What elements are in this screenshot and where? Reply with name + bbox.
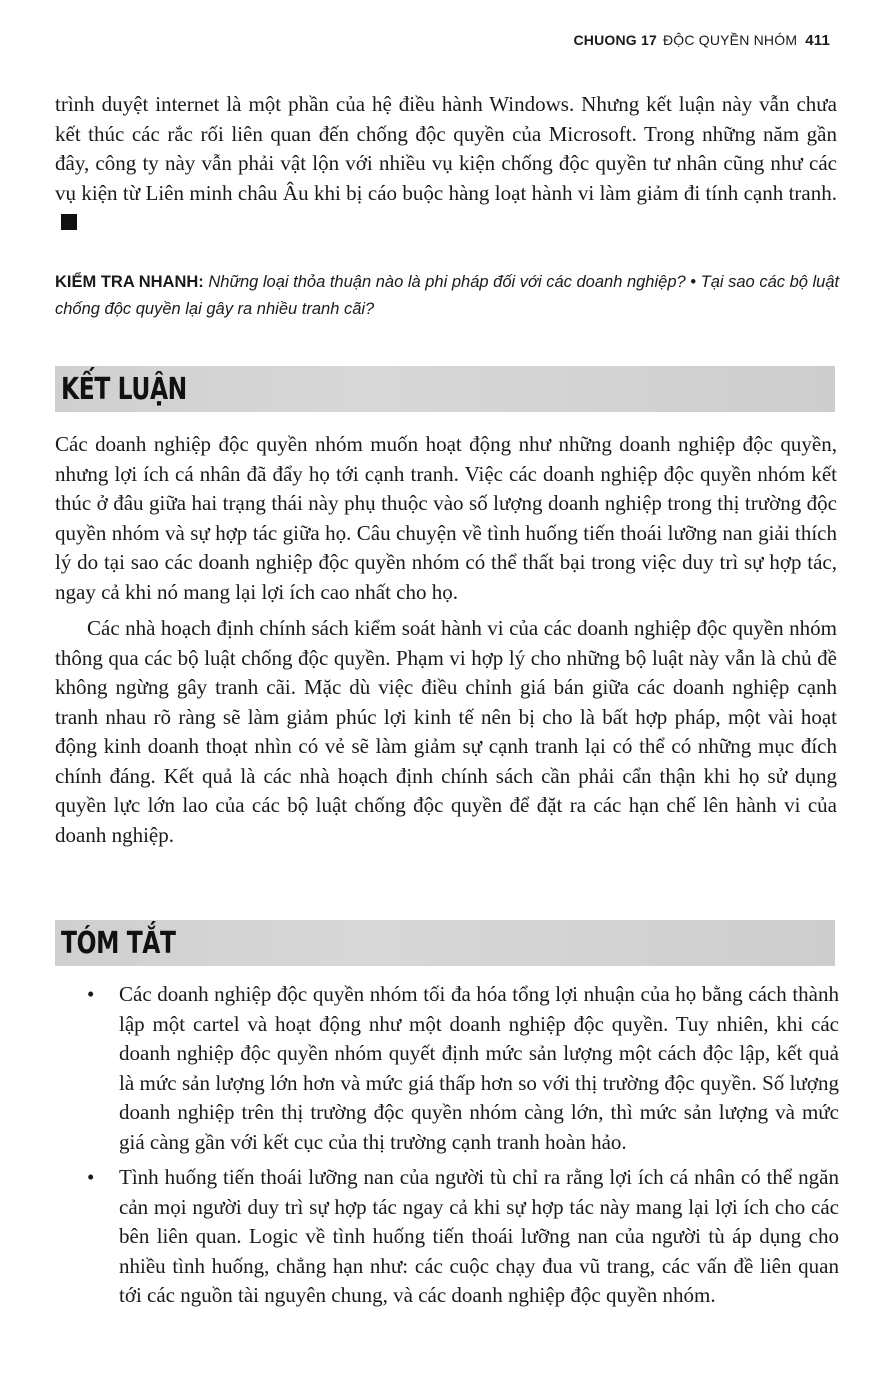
bullet-marker: • (87, 982, 95, 1006)
chapter-title: ĐỘC QUYỀN NHÓM (662, 32, 798, 48)
summary-heading-band (55, 920, 835, 966)
list-item (55, 1163, 839, 1311)
quick-check-label: KIỂM TRA NHANH: (55, 273, 204, 291)
page-number: 411 (805, 32, 830, 49)
bullet-marker: • (87, 1165, 95, 1189)
top-paragraph-text: trình duyệt internet là một phần của hệ điều hành Windows. Nhưng kết luận này vẫn chưa kết thúc các rắc rối liên quan đến chống độc quyền của Microsoft. Trong những năm gần đây, công ty này vẫn phải vật lộn với nhiều vụ kiện chống độc quyền tư nhân cũng như các vụ kiện từ Liên minh châu Âu khi bị cáo buộc hàng loạt hành vi làm giảm đi tính cạnh tranh. (55, 92, 837, 205)
conclusion-body (55, 430, 837, 857)
top-paragraph-block (55, 90, 837, 238)
conclusion-paragraph-1: Các doanh nghiệp độc quyền nhóm muốn hoạt động như những doanh nghiệp độc quyền, nhưng lợi ích cá nhân đã đẩy họ tới cạnh tranh. Việc các doanh nghiệp độc quyền nhóm kết thúc ở đâu giữa hai trạng thái này phụ thuộc vào số lượng doanh nghiệp trong thị trường độc quyền nhóm và sự hợp tác giữa họ. Câu chuyện về tình huống tiến thoái lưỡng nan giải thích lý do tại sao các doanh nghiệp độc quyền nhóm có thể thất bại trong việc duy trì sự hợp tác, ngay cả khi nó mang lại lợi ích cao nhất cho họ. (55, 432, 837, 604)
list-item (55, 980, 839, 1157)
summary-heading: TÓM TẮT (61, 926, 176, 961)
quick-check-text: Những loại thỏa thuận nào là phi pháp đối với các doanh nghiệp? • Tại sao các bộ luật chống độc quyền lại gây ra nhiều tranh cãi? (55, 273, 840, 318)
end-of-box-marker (61, 214, 77, 230)
summary-list (55, 980, 839, 1317)
conclusion-heading: KẾT LUẬN (61, 372, 187, 407)
top-paragraph (55, 90, 837, 238)
summary-item-text: Các doanh nghiệp độc quyền nhóm tối đa hóa tổng lợi nhuận của họ bằng cách thành lập một cartel và hoạt động như một doanh nghiệp độc quyền. Tuy nhiên, khi các doanh nghiệp độc quyền nhóm quyết định mức sản lượng một cách độc lập, kết quả là mức sản lượng lớn hơn và mức giá thấp hơn so với thị trường độc quyền. Số lượng doanh nghiệp trên thị trường độc quyền nhóm càng lớn, thì mức sản lượng và mức giá càng gần với kết cục của thị trường cạnh tranh hoàn hảo. (119, 982, 839, 1154)
conclusion-paragraph-2: Các nhà hoạch định chính sách kiểm soát hành vi của các doanh nghiệp độc quyền nhóm thông qua các bộ luật chống độc quyền. Phạm vi hợp lý cho những bộ luật này vẫn là chủ đề không ngừng gây tranh cãi. Mặc dù việc điều chỉnh giá bán giữa các doanh nghiệp cạnh tranh nhau rõ ràng sẽ làm giảm phúc lợi kinh tế nên bị cho là bất hợp pháp, một vài hoạt động kinh doanh thoạt nhìn có vẻ sẽ làm giảm sự cạnh tranh lại có thể có những mục đích chính đáng. Kết quả là các nhà hoạch định chính sách cần phải cẩn thận khi họ sử dụng quyền lực lớn lao của các bộ luật chống độc quyền để đặt ra các hạn chế lên hành vi của doanh nghiệp. (55, 616, 837, 847)
quick-check (55, 269, 845, 323)
summary-item-text: Tình huống tiến thoái lưỡng nan của người tù chỉ ra rằng lợi ích cá nhân có thể ngăn cản mọi người duy trì sự hợp tác ngay cả khi sự hợp tác này mang lại lợi ích cho các bên liên quan. Logic về tình huống tiến thoái lưỡng nan của người tù áp dụng cho nhiều tình huống, chẳng hạn như: các cuộc chạy đua vũ trang, các vấn đề liên quan tới các nguồn tài nguyên chung, và các doanh nghiệp độc quyền nhóm. (119, 1165, 839, 1307)
running-head (573, 32, 830, 49)
conclusion-heading-band (55, 366, 835, 412)
chapter-label: CHUONG 17 (573, 32, 657, 48)
